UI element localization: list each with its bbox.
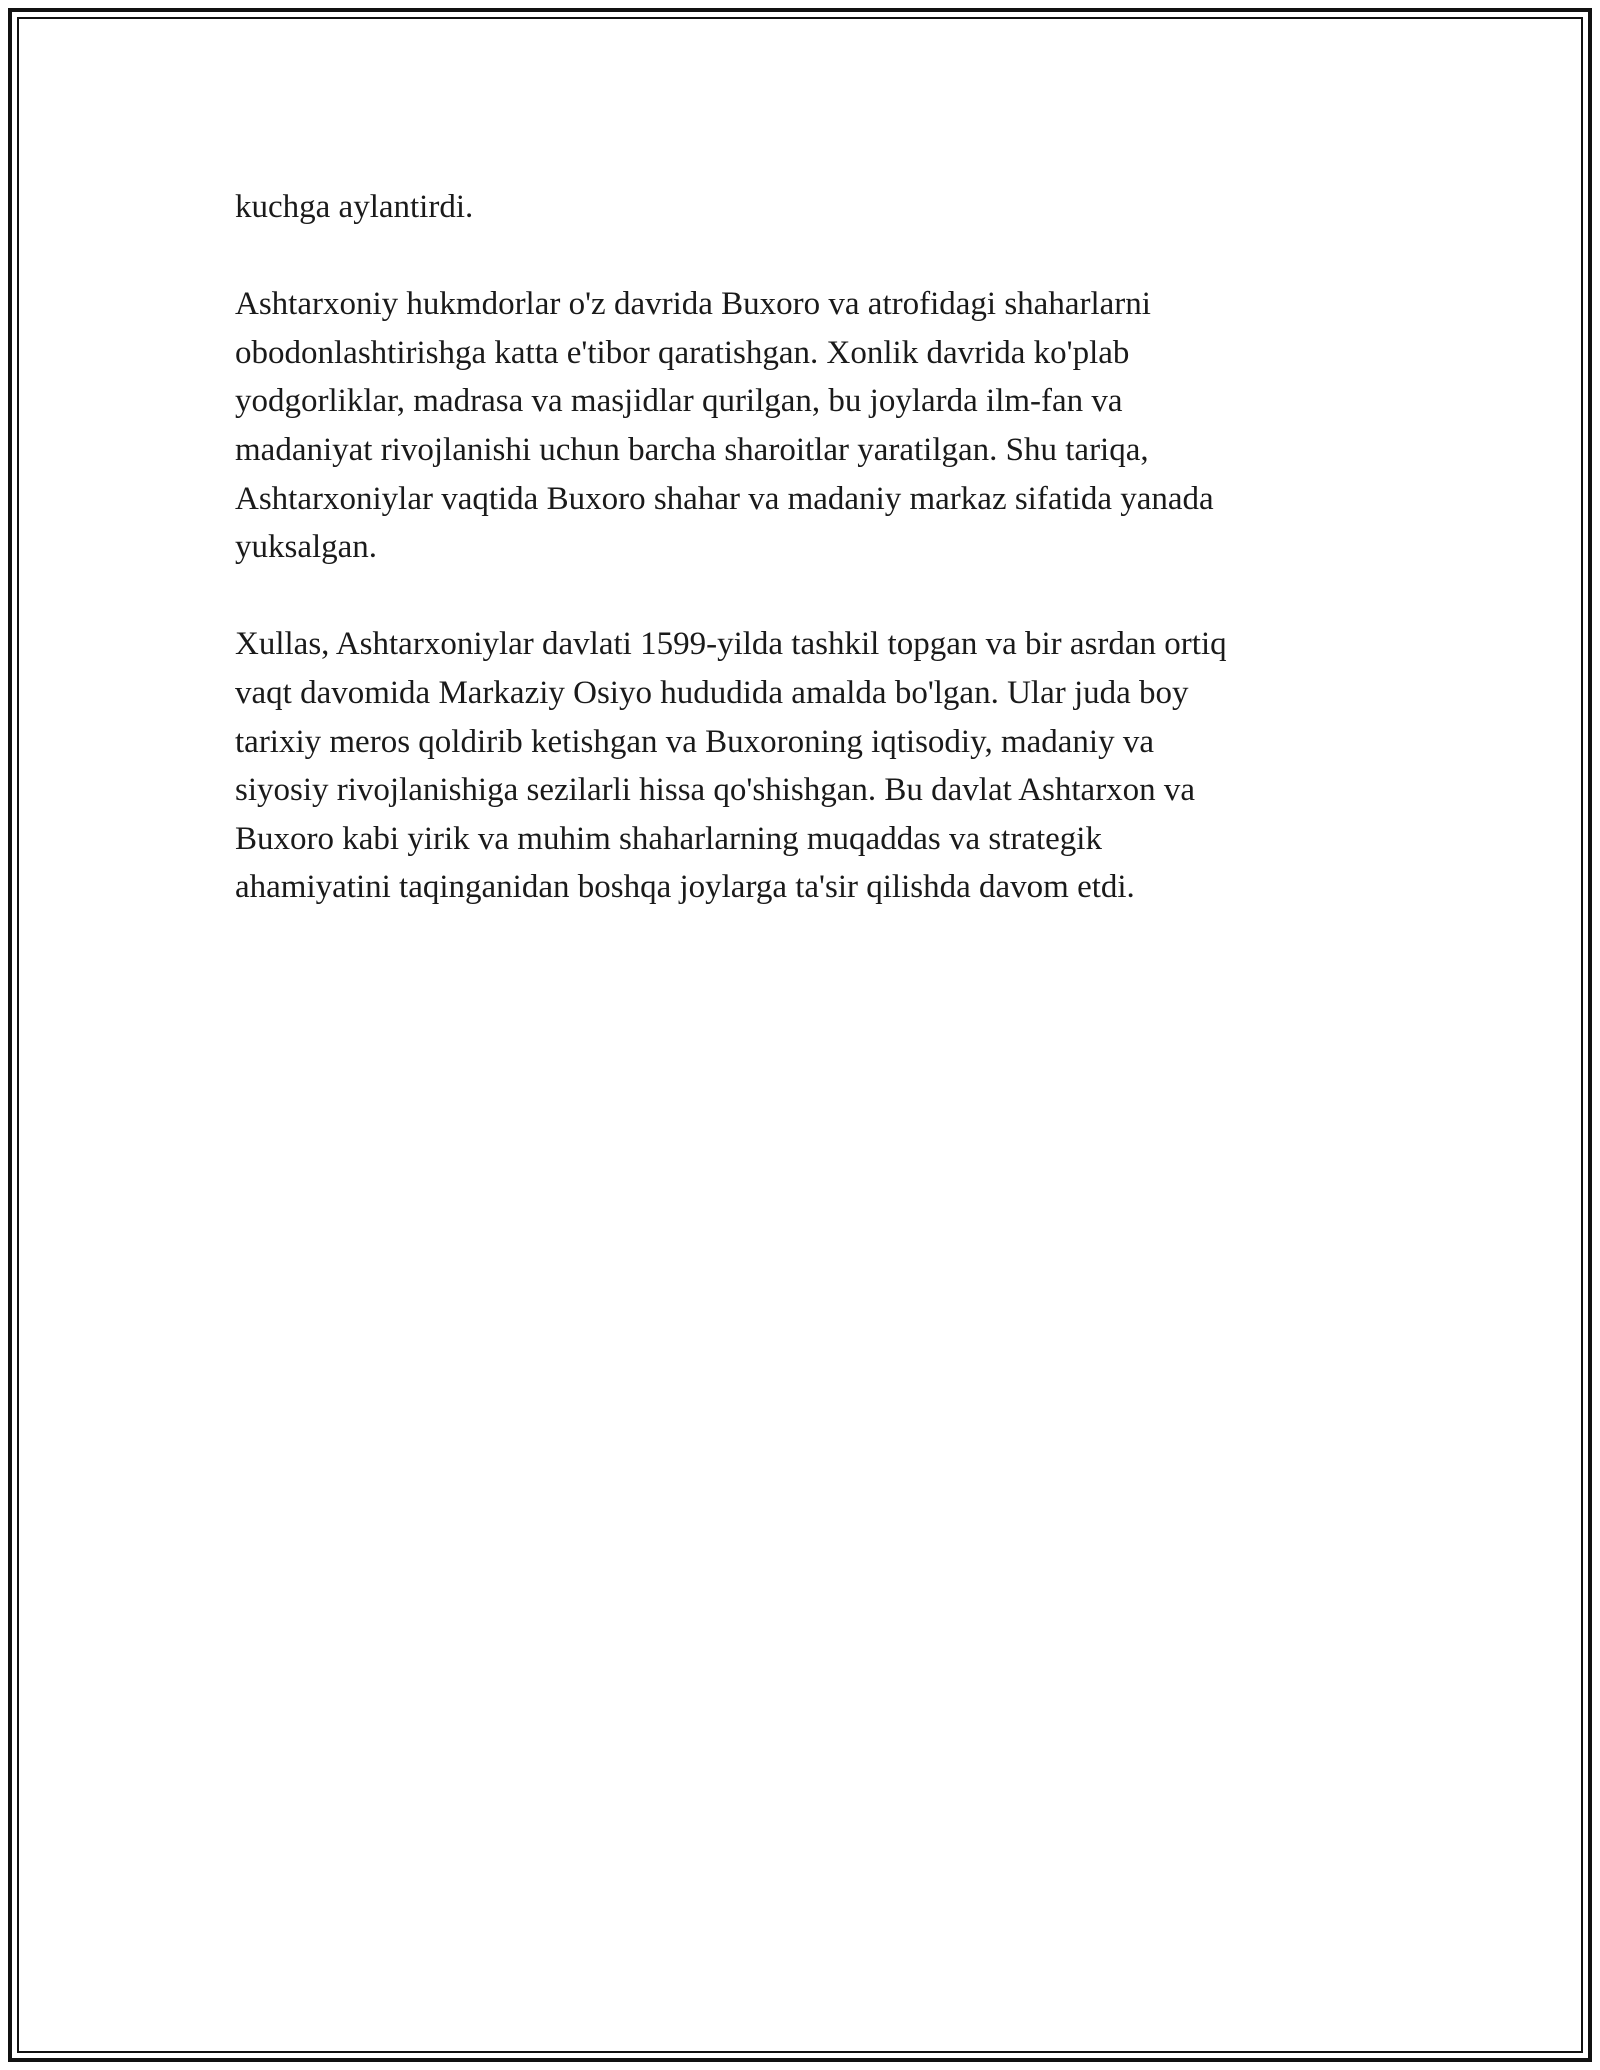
document-body [235, 183, 1365, 961]
paragraph-2: Ashtarxoniy hukmdorlar o'z davrida Buxoro va atrofidagi shaharlarni obodonlashtirishga katta e'tibor qaratishgan. Xonlik davrida ko'plab yodgorliklar, madrasa va masjidlar qurilgan, bu joylarda ilm-fan va madaniyat rivojlanishi uchun barcha sharoitlar yaratilgan. Shu tariqa, Ashtarxoniylar vaqtida Buxoro shahar va madaniy markaz sifatida yanada yuksalgan. [235, 286, 1214, 566]
paragraph-1: kuchga aylantirdi. [235, 189, 474, 225]
paragraph-3: Xullas, Ashtarxoniylar davlati 1599-yilda tashkil topgan va bir asrdan ortiq vaqt davomida Markaziy Osiyo hududida amalda bo'lgan. Ular juda boy tarixiy meros qoldirib ketishgan va Buxoroning iqtisodiy, madaniy va siyosiy rivojlanishiga sezilarli hissa qo'shishgan. Bu davlat Ashtarxon va Buxoro kabi yirik va muhim shaharlarning muqaddas va strategik ahamiyatini taqinganidan boshqa joylarga ta'sir qilishda davom etdi. [235, 626, 1227, 906]
